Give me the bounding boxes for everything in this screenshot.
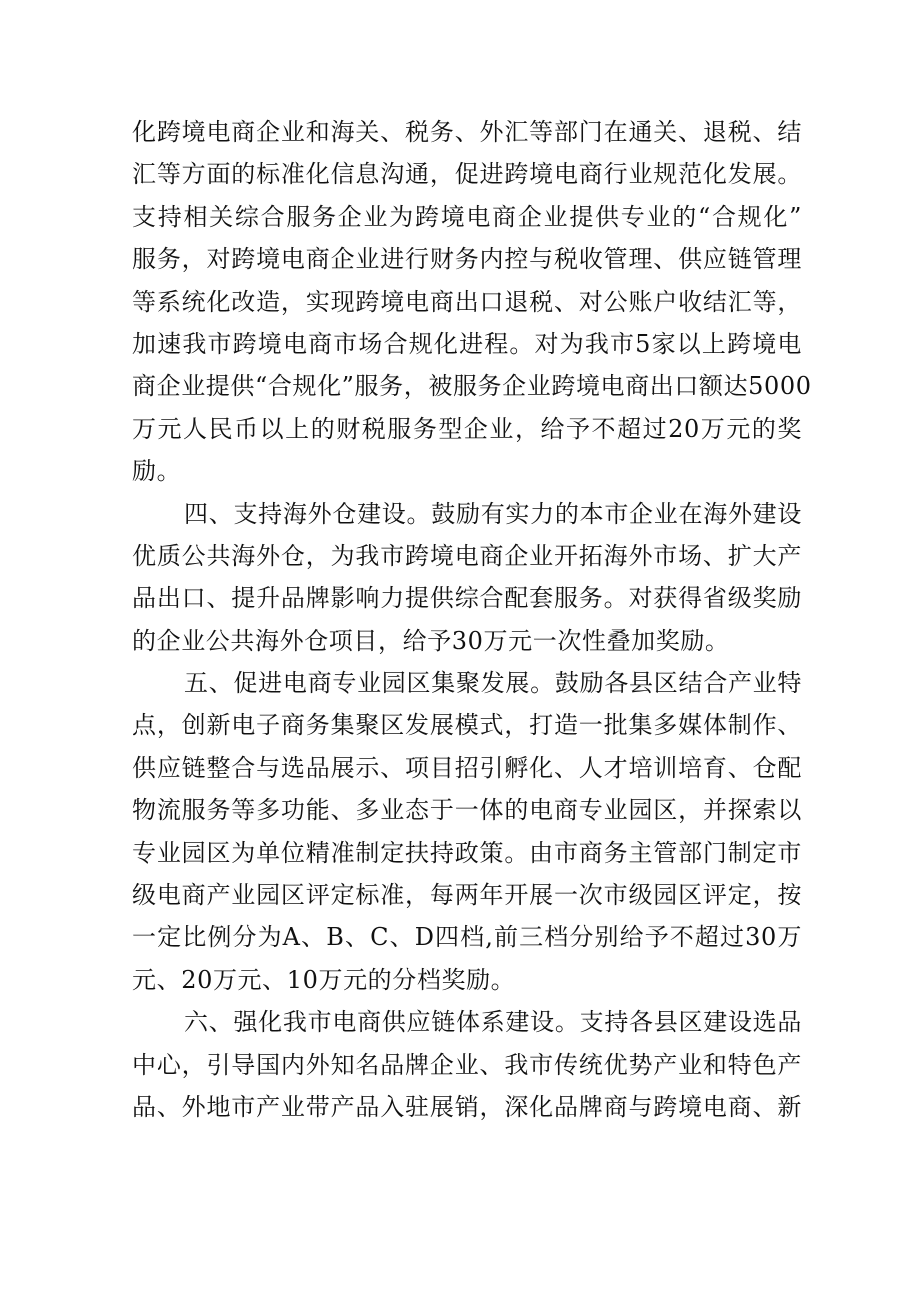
paragraph-line: 中心，引导国内外知名品牌企业、我市传统优势产业和特色产 [132, 1050, 802, 1079]
paragraph-line: 级电商产业园区评定标准，每两年开展一次市级园区评定，按 [132, 881, 802, 910]
paragraph-line: 元、20万元、10万元的分档奖励。 [132, 965, 516, 994]
paragraph-line: 等系统化改造，实现跨境电商出口退税、对公账户收结汇等， [132, 287, 802, 316]
paragraph-line: 的企业公共海外仓项目，给予30万元一次性叠加奖励。 [132, 626, 730, 655]
section-heading-line: 五、促进电商专业园区集聚发展。鼓励各县区结合产业特 [184, 669, 802, 698]
paragraph-line: 汇等方面的标准化信息沟通，促进跨境电商行业规范化发展。 [132, 160, 802, 189]
paragraph-line: 服务，对跨境电商企业进行财务内控与税收管理、供应链管理 [132, 245, 802, 274]
document-body [132, 111, 812, 1128]
paragraph-line: 物流服务等多功能、多业态于一体的电商专业园区，并探索以 [132, 796, 802, 825]
paragraph-line: 点，创新电子商务集聚区发展模式，打造一批集多媒体制作、 [132, 711, 802, 740]
paragraph-line: 万元人民币以上的财税服务型企业，给予不超过20万元的奖 [132, 414, 802, 443]
paragraph-line: 支持相关综合服务企业为跨境电商企业提供专业的“合规化” [132, 202, 802, 231]
paragraph-line: 化跨境电商企业和海关、税务、外汇等部门在通关、退税、结 [132, 118, 802, 146]
section-heading-line: 六、强化我市电商供应链体系建设。支持各县区建设选品 [184, 1008, 802, 1037]
paragraph-line: 加速我市跨境电商市场合规化进程。对为我市5家以上跨境电 [132, 329, 802, 358]
paragraph-line: 一定比例分为A、B、C、D四档,前三档分别给予不超过30万 [132, 923, 802, 952]
paragraph-line: 品出口、提升品牌影响力提供综合配套服务。对获得省级奖励 [132, 584, 802, 613]
paragraph-line: 品、外地市产业带产品入驻展销，深化品牌商与跨境电商、新 [132, 1092, 802, 1121]
paragraph-line: 商企业提供“合规化”服务，被服务企业跨境电商出口额达5000 [132, 372, 812, 401]
paragraph-line: 优质公共海外仓，为我市跨境电商企业开拓海外市场、扩大产 [132, 541, 802, 570]
section-heading-line: 四、支持海外仓建设。鼓励有实力的本市企业在海外建设 [184, 499, 802, 528]
paragraph-line: 专业园区为单位精准制定扶持政策。由市商务主管部门制定市 [132, 838, 802, 867]
paragraph-line: 励。 [132, 457, 182, 486]
paragraph-line: 供应链整合与选品展示、项目招引孵化、人才培训培育、仓配 [132, 753, 802, 782]
